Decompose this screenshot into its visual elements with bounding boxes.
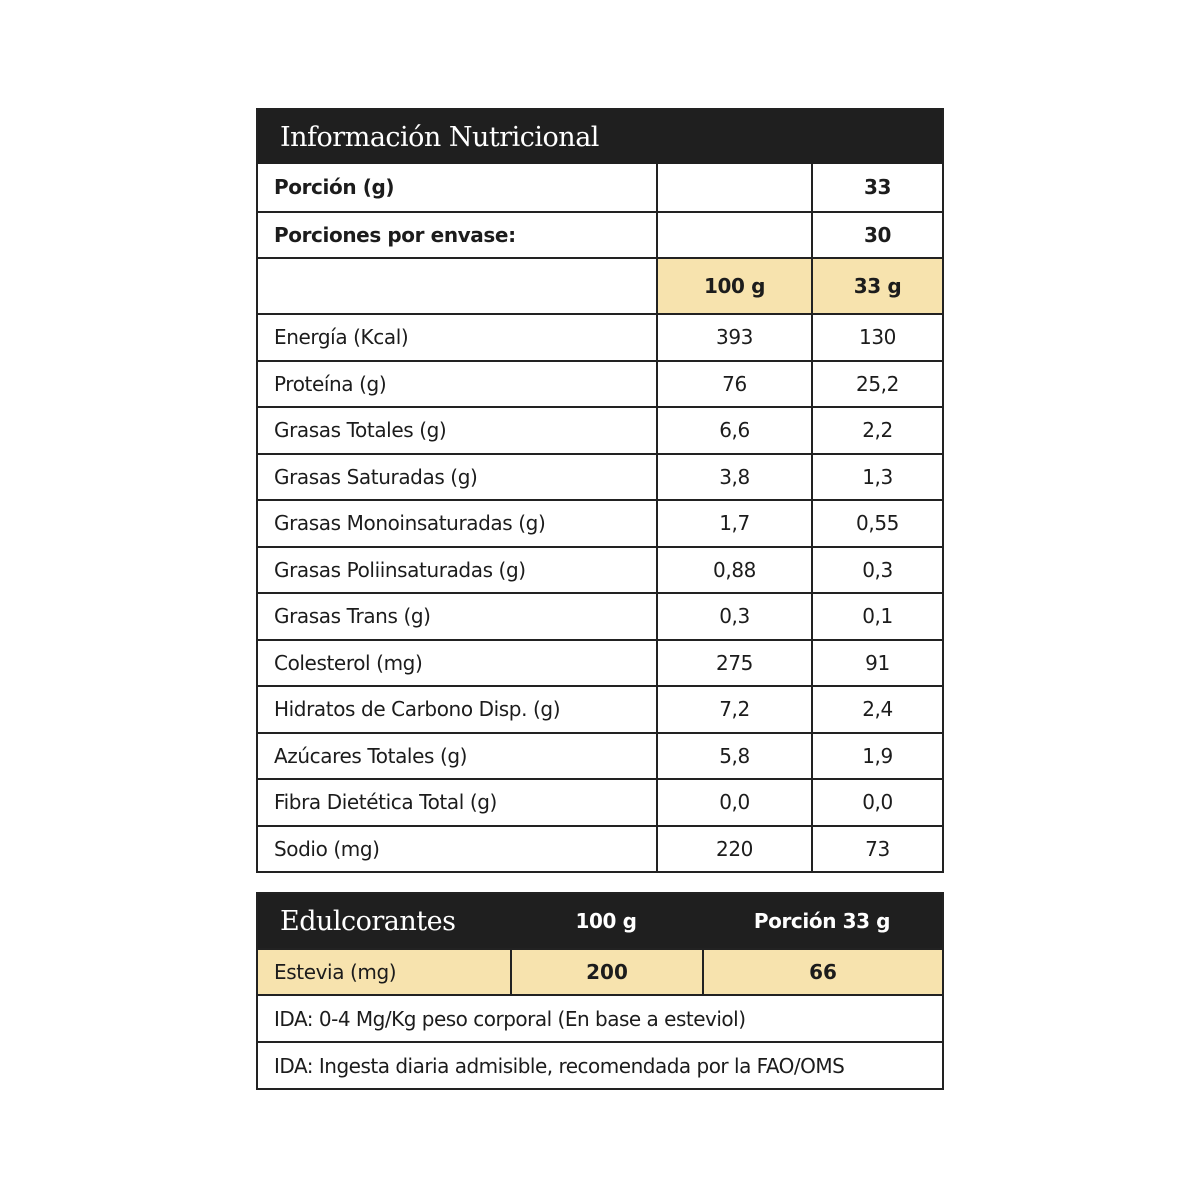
nutrient-label: Grasas Trans (g)	[274, 604, 431, 629]
column-header-100g: 100 g	[656, 259, 811, 313]
nutrition-table	[256, 108, 944, 873]
stevia-per-portion: 66	[702, 950, 942, 994]
sweeteners-title: Edulcorantes	[280, 905, 456, 937]
nutrient-row	[258, 360, 942, 407]
nutrient-per-portion: 0,1	[811, 594, 942, 639]
nutrient-label: Grasas Monoinsaturadas (g)	[274, 511, 546, 536]
column-header-row	[258, 257, 942, 313]
nutrient-per-portion: 2,2	[811, 408, 942, 453]
nutrition-title: Información Nutricional	[280, 121, 599, 153]
nutrient-row	[258, 732, 942, 779]
nutrient-per100: 7,2	[656, 687, 811, 732]
ida-definition-note: IDA: Ingesta diaria admisible, recomendada por la FAO/OMS	[258, 1041, 942, 1088]
nutrient-per-portion: 0,55	[811, 501, 942, 546]
servings-value: 30	[811, 213, 942, 258]
portion-value: 33	[811, 164, 942, 211]
nutrient-per-portion: 1,9	[811, 734, 942, 779]
nutrient-per-portion: 25,2	[811, 362, 942, 407]
stevia-row	[258, 948, 942, 994]
nutrient-label: Energía (Kcal)	[274, 325, 409, 350]
nutrient-label: Grasas Saturadas (g)	[274, 464, 478, 489]
nutrient-per100: 0,0	[656, 780, 811, 825]
servings-row	[258, 211, 942, 258]
nutrient-label: Grasas Totales (g)	[274, 418, 447, 443]
nutrient-row	[258, 639, 942, 686]
nutrient-label: Proteína (g)	[274, 371, 387, 396]
nutrient-row	[258, 778, 942, 825]
nutrient-row	[258, 453, 942, 500]
nutrient-row	[258, 499, 942, 546]
stevia-label: Estevia (mg)	[274, 960, 397, 984]
nutrient-per-portion: 73	[811, 827, 942, 872]
nutrient-label: Fibra Dietética Total (g)	[274, 790, 497, 815]
nutrient-per100: 6,6	[656, 408, 811, 453]
nutrient-label: Hidratos de Carbono Disp. (g)	[274, 697, 561, 722]
nutrient-per100: 5,8	[656, 734, 811, 779]
nutrient-per100: 3,8	[656, 455, 811, 500]
nutrient-label: Azúcares Totales (g)	[274, 743, 468, 768]
nutrition-header	[258, 110, 942, 164]
nutrient-row	[258, 313, 942, 360]
nutrient-per-portion: 1,3	[811, 455, 942, 500]
nutrient-row	[258, 406, 942, 453]
nutrient-per100: 393	[656, 315, 811, 360]
sweeteners-col-100g: 100 g	[575, 909, 637, 933]
nutrient-label: Grasas Poliinsaturadas (g)	[274, 557, 526, 582]
nutrient-label: Colesterol (mg)	[274, 650, 423, 675]
nutrient-per-portion: 2,4	[811, 687, 942, 732]
nutrient-row	[258, 685, 942, 732]
nutrient-per100: 275	[656, 641, 811, 686]
sweeteners-header	[258, 894, 942, 948]
portion-row	[258, 164, 942, 211]
nutrient-row	[258, 825, 942, 872]
nutrient-per100: 0,88	[656, 548, 811, 593]
nutrient-per-portion: 91	[811, 641, 942, 686]
servings-empty-cell	[656, 213, 811, 258]
sweeteners-col-portion: Porción 33 g	[753, 909, 891, 933]
nutrient-rows	[258, 313, 942, 871]
portion-label: Porción (g)	[274, 175, 395, 200]
nutrient-row	[258, 592, 942, 639]
nutrient-per-portion: 130	[811, 315, 942, 360]
servings-label: Porciones por envase:	[274, 222, 516, 247]
nutrient-per100: 1,7	[656, 501, 811, 546]
nutrient-per100: 220	[656, 827, 811, 872]
nutrient-per-portion: 0,3	[811, 548, 942, 593]
nutrient-label: Sodio (mg)	[274, 836, 380, 861]
nutrient-row	[258, 546, 942, 593]
ida-note: IDA: 0-4 Mg/Kg peso corporal (En base a esteviol)	[258, 994, 942, 1041]
nutrient-per100: 0,3	[656, 594, 811, 639]
sweeteners-table	[256, 892, 944, 1090]
column-header-empty	[258, 259, 656, 313]
portion-empty-cell	[656, 164, 811, 211]
nutrient-per100: 76	[656, 362, 811, 407]
nutrient-per-portion: 0,0	[811, 780, 942, 825]
column-header-portion: 33 g	[811, 259, 942, 313]
stevia-per100: 200	[510, 950, 702, 994]
